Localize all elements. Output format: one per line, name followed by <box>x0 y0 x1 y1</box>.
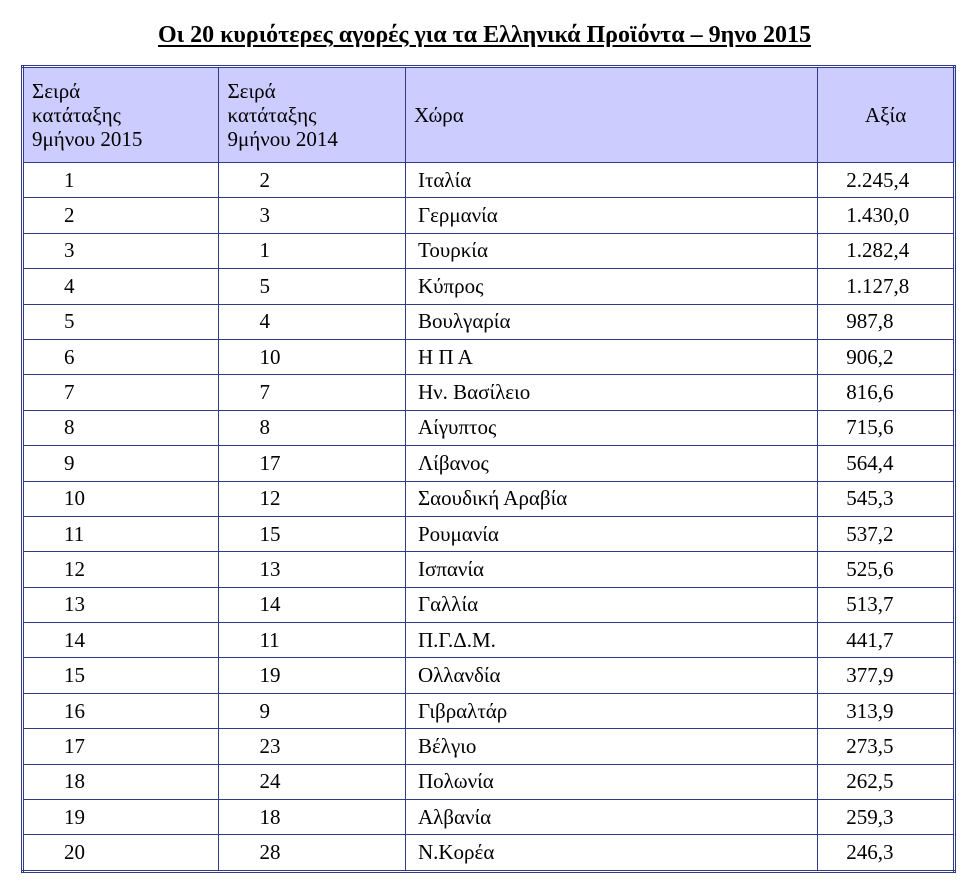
cell-rank-2014: 17 <box>219 446 406 481</box>
cell-rank-2015: 19 <box>23 800 219 835</box>
cell-value: 262,5 <box>818 764 955 799</box>
page-title: Οι 20 κυριότερες αγορές για τα Ελληνικά Προϊόντα – 9ηνο 2015 <box>158 22 811 48</box>
cell-value: 313,9 <box>818 693 955 728</box>
cell-rank-2014: 2 <box>219 163 406 198</box>
cell-rank-2015: 7 <box>23 375 219 410</box>
cell-country: Ν.Κορέα <box>405 835 817 871</box>
cell-rank-2015: 14 <box>23 623 219 658</box>
cell-value: 987,8 <box>818 304 955 339</box>
cell-country: Γιβραλτάρ <box>405 693 817 728</box>
cell-rank-2014: 5 <box>219 269 406 304</box>
cell-value: 537,2 <box>818 516 955 551</box>
cell-value: 1.282,4 <box>818 233 955 268</box>
header-country: Χώρα <box>405 67 817 163</box>
cell-rank-2015: 18 <box>23 764 219 799</box>
cell-rank-2014: 28 <box>219 835 406 871</box>
cell-value: 513,7 <box>818 587 955 622</box>
table-row <box>23 658 955 693</box>
cell-value: 906,2 <box>818 339 955 374</box>
table-row <box>23 587 955 622</box>
cell-rank-2015: 15 <box>23 658 219 693</box>
cell-value: 545,3 <box>818 481 955 516</box>
cell-rank-2014: 19 <box>219 658 406 693</box>
markets-table <box>21 65 956 873</box>
header-value: Αξία <box>818 67 955 163</box>
cell-rank-2015: 6 <box>23 339 219 374</box>
cell-rank-2014: 15 <box>219 516 406 551</box>
cell-country: Ιταλία <box>405 163 817 198</box>
header-rank-2014-line: Σειρά <box>227 79 276 103</box>
table-row <box>23 339 955 374</box>
cell-value: 377,9 <box>818 658 955 693</box>
cell-rank-2014: 8 <box>219 410 406 445</box>
cell-value: 525,6 <box>818 552 955 587</box>
cell-rank-2015: 8 <box>23 410 219 445</box>
cell-country: Πολωνία <box>405 764 817 799</box>
cell-rank-2015: 20 <box>23 835 219 871</box>
cell-value: 259,3 <box>818 800 955 835</box>
cell-country: Κύπρος <box>405 269 817 304</box>
cell-country: Ισπανία <box>405 552 817 587</box>
table-row <box>23 446 955 481</box>
cell-rank-2014: 11 <box>219 623 406 658</box>
table-row <box>23 835 955 871</box>
cell-country: Γερμανία <box>405 198 817 233</box>
header-rank-2014-line: 9μήνου 2014 <box>227 127 338 151</box>
cell-value: 273,5 <box>818 729 955 764</box>
table-row <box>23 552 955 587</box>
cell-country: Γαλλία <box>405 587 817 622</box>
table-body <box>23 163 955 872</box>
cell-rank-2014: 12 <box>219 481 406 516</box>
cell-rank-2014: 10 <box>219 339 406 374</box>
cell-value: 564,4 <box>818 446 955 481</box>
cell-country: Σαουδική Αραβία <box>405 481 817 516</box>
table-row <box>23 481 955 516</box>
cell-country: Αλβανία <box>405 800 817 835</box>
header-rank-2015-line: κατάταξης <box>32 103 121 127</box>
table-row <box>23 375 955 410</box>
table-row <box>23 623 955 658</box>
table-row <box>23 163 955 198</box>
table-row <box>23 693 955 728</box>
cell-rank-2015: 13 <box>23 587 219 622</box>
cell-country: Ολλανδία <box>405 658 817 693</box>
cell-rank-2014: 18 <box>219 800 406 835</box>
cell-country: Αίγυπτος <box>405 410 817 445</box>
cell-value: 2.245,4 <box>818 163 955 198</box>
table-row <box>23 410 955 445</box>
cell-rank-2014: 23 <box>219 729 406 764</box>
header-rank-2015 <box>23 67 219 163</box>
table-row <box>23 198 955 233</box>
header-rank-2014 <box>219 67 406 163</box>
cell-rank-2014: 4 <box>219 304 406 339</box>
cell-rank-2014: 3 <box>219 198 406 233</box>
header-row <box>23 67 955 163</box>
cell-rank-2015: 16 <box>23 693 219 728</box>
table-row <box>23 800 955 835</box>
cell-value: 816,6 <box>818 375 955 410</box>
cell-rank-2015: 10 <box>23 481 219 516</box>
table-row <box>23 729 955 764</box>
cell-rank-2014: 9 <box>219 693 406 728</box>
cell-rank-2014: 24 <box>219 764 406 799</box>
cell-country: Λίβανος <box>405 446 817 481</box>
cell-value: 1.430,0 <box>818 198 955 233</box>
cell-rank-2015: 9 <box>23 446 219 481</box>
cell-rank-2014: 7 <box>219 375 406 410</box>
table-row <box>23 304 955 339</box>
cell-country: Βουλγαρία <box>405 304 817 339</box>
header-rank-2015-line: Σειρά <box>32 79 81 103</box>
cell-rank-2015: 1 <box>23 163 219 198</box>
cell-country: Τουρκία <box>405 233 817 268</box>
cell-rank-2015: 4 <box>23 269 219 304</box>
cell-value: 1.127,8 <box>818 269 955 304</box>
header-rank-2015-line: 9μήνου 2015 <box>32 127 143 151</box>
cell-rank-2015: 3 <box>23 233 219 268</box>
cell-country: Η Π Α <box>405 339 817 374</box>
cell-country: Π.Γ.Δ.Μ. <box>405 623 817 658</box>
cell-value: 246,3 <box>818 835 955 871</box>
cell-value: 441,7 <box>818 623 955 658</box>
cell-rank-2014: 14 <box>219 587 406 622</box>
cell-rank-2015: 17 <box>23 729 219 764</box>
header-rank-2014-line: κατάταξης <box>227 103 317 127</box>
cell-value: 715,6 <box>818 410 955 445</box>
cell-country: Βέλγιο <box>405 729 817 764</box>
table-header <box>23 67 955 163</box>
table-row <box>23 516 955 551</box>
cell-rank-2014: 13 <box>219 552 406 587</box>
cell-rank-2015: 5 <box>23 304 219 339</box>
cell-rank-2014: 1 <box>219 233 406 268</box>
table-row <box>23 764 955 799</box>
table-row <box>23 233 955 268</box>
cell-country: Ην. Βασίλειο <box>405 375 817 410</box>
cell-country: Ρουμανία <box>405 516 817 551</box>
cell-rank-2015: 12 <box>23 552 219 587</box>
cell-rank-2015: 11 <box>23 516 219 551</box>
table-row <box>23 269 955 304</box>
cell-rank-2015: 2 <box>23 198 219 233</box>
